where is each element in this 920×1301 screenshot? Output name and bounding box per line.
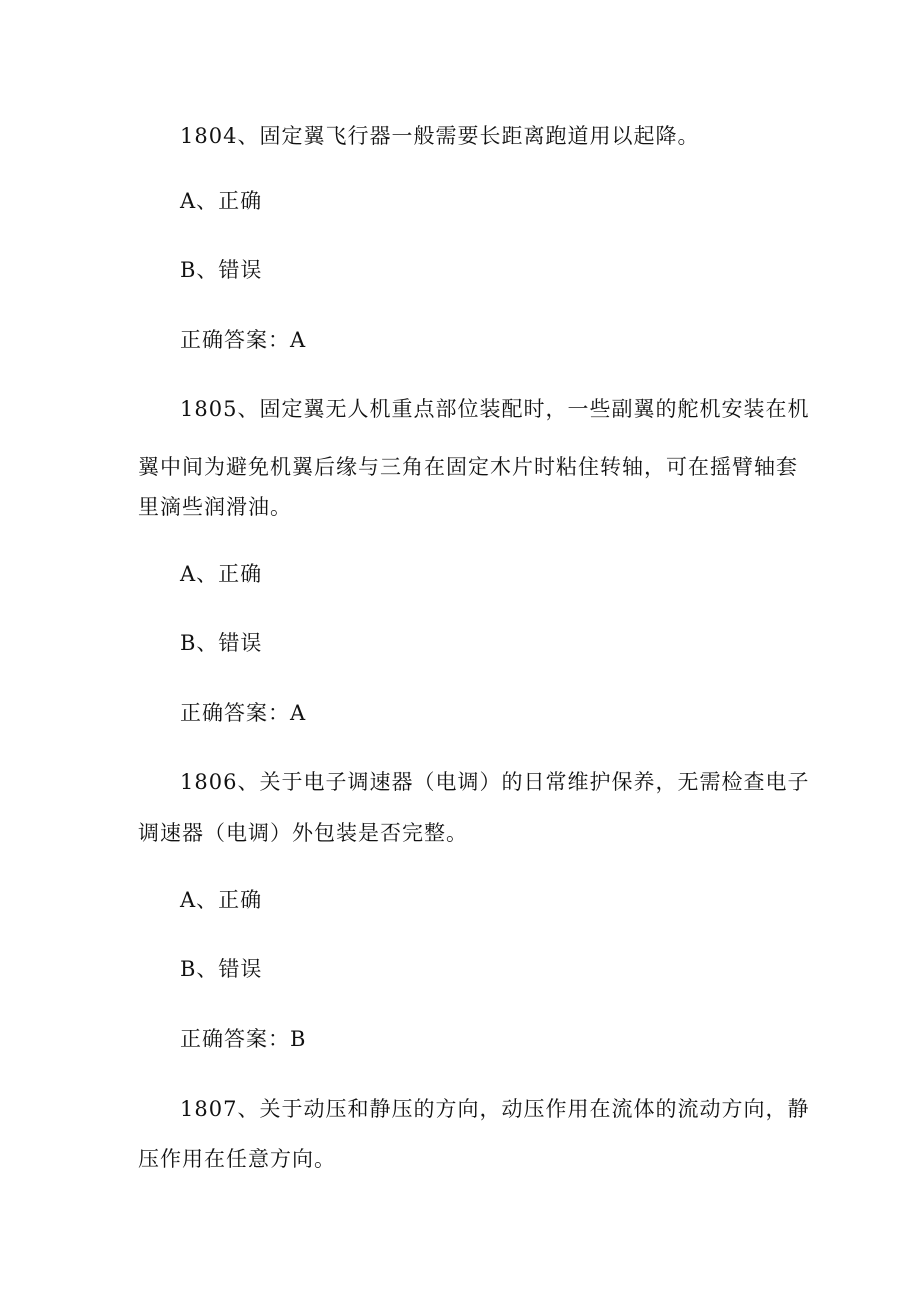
question-1805-option-b: B、错误 [180, 631, 263, 655]
question-1804-text: 1804、固定翼飞行器一般需要长距离跑道用以起降。 [180, 124, 700, 148]
question-1806-option-b: B、错误 [180, 957, 263, 981]
question-1807-text-line-1: 1807、关于动压和静压的方向，动压作用在流体的流动方向，静 [180, 1097, 810, 1121]
question-1805-text-line-2: 翼中间为避免机翼后缘与三角在固定木片时粘住转轴，可在摇臂轴套 [138, 455, 798, 479]
question-1805-answer: 正确答案：A [180, 701, 307, 725]
question-1805-text-line-3: 里滴些润滑油。 [138, 495, 292, 519]
question-1806-text-line-2: 调速器（电调）外包装是否完整。 [138, 821, 468, 845]
question-1805-text-line-1: 1805、固定翼无人机重点部位装配时，一些副翼的舵机安装在机 [180, 397, 810, 421]
question-1806-option-a: A、正确 [180, 888, 263, 912]
question-1807-text-line-2: 压作用在任意方向。 [138, 1147, 336, 1171]
question-1804-option-a: A、正确 [180, 189, 263, 213]
question-1804-answer: 正确答案：A [180, 328, 307, 352]
question-1804-option-b: B、错误 [180, 258, 263, 282]
question-1806-answer: 正确答案：B [180, 1027, 307, 1051]
question-1805-option-a: A、正确 [180, 562, 263, 586]
question-1806-text-line-1: 1806、关于电子调速器（电调）的日常维护保养，无需检查电子 [180, 770, 810, 794]
